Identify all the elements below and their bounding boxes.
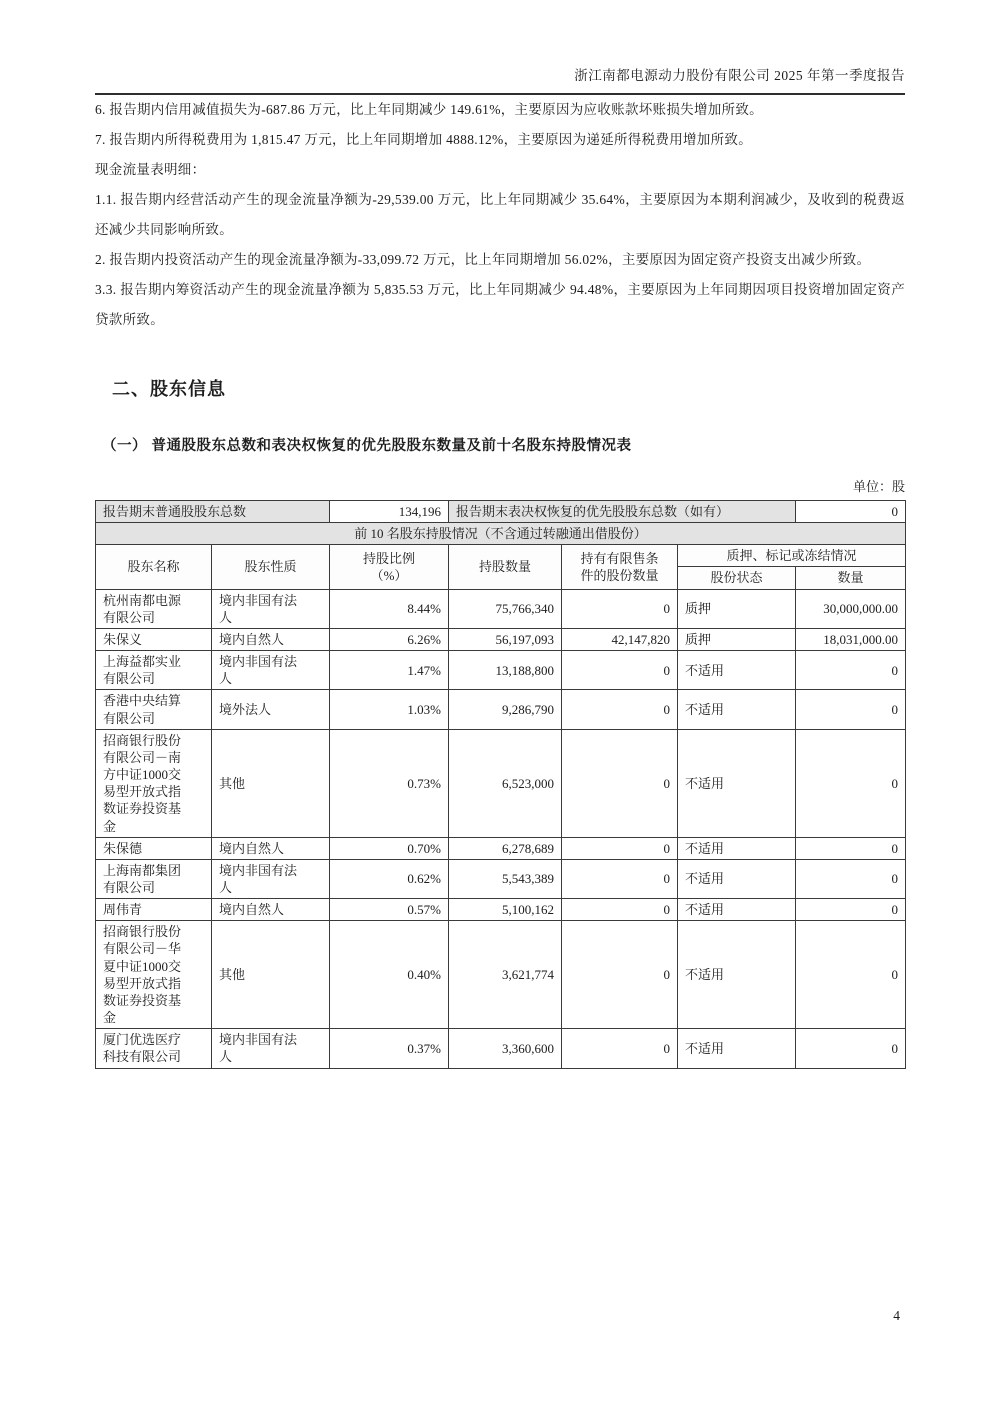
shares-held: 9,286,790 (449, 690, 562, 729)
holding-ratio: 0.40% (330, 921, 449, 1029)
income-tax-note: 7. 报告期内所得税费用为 1,815.47 万元，比上年同期增加 4888.12%，主要原因为递延所得税费用增加所致。 (95, 132, 752, 147)
shares-held: 5,543,389 (449, 859, 562, 898)
shares-held: 3,360,600 (449, 1029, 562, 1068)
col-header-pledge-qty: 数量 (796, 567, 906, 589)
shareholder-table (95, 500, 906, 1069)
shareholder-nature: 其他 (212, 729, 330, 837)
shares-held: 75,766,340 (449, 589, 562, 628)
common-holders-value: 134,196 (330, 501, 449, 523)
pledge-quantity: 0 (796, 651, 906, 690)
col-header-name: 股东名称 (96, 545, 212, 589)
preferred-holders-label: 报告期末表决权恢复的优先股股东总数（如有） (449, 501, 796, 523)
shares-held: 6,278,689 (449, 837, 562, 859)
pledge-status: 不适用 (678, 729, 796, 837)
section-heading-shareholder-info: 二、股东信息 (112, 379, 226, 399)
pledge-status: 不适用 (678, 837, 796, 859)
investing-cashflow-note: 2. 报告期内投资活动产生的现金流量净额为-33,099.72 万元，比上年同期增加 56.02%，主要原因为固定资产投资支出减少所致。 (95, 252, 871, 267)
restricted-shares: 0 (562, 837, 678, 859)
report-header-title: 浙江南都电源动力股份有限公司 2025 年第一季度报告 (95, 0, 905, 95)
holding-ratio: 0.57% (330, 899, 449, 921)
pledge-status: 质押 (678, 628, 796, 650)
cashflow-detail-heading: 现金流量表明细： (95, 162, 206, 177)
col-header-restricted: 持有有限售条件的股份数量 (562, 545, 678, 589)
holding-ratio: 1.03% (330, 690, 449, 729)
table-header-row (96, 545, 906, 567)
holding-ratio: 0.70% (330, 837, 449, 859)
subsection-heading-top10-table: （一） 普通股股东总数和表决权恢复的优先股股东数量及前十名股东持股情况表 (102, 438, 632, 454)
shareholder-nature: 境内非国有法人 (212, 589, 330, 628)
holding-ratio: 0.37% (330, 1029, 449, 1068)
shares-held: 56,197,093 (449, 628, 562, 650)
pledge-status: 不适用 (678, 1029, 796, 1068)
shareholder-nature: 境内自然人 (212, 837, 330, 859)
table-row (96, 690, 906, 729)
table-row (96, 589, 906, 628)
pledge-quantity: 0 (796, 899, 906, 921)
pledge-status: 不适用 (678, 651, 796, 690)
pledge-status: 不适用 (678, 899, 796, 921)
holder-totals-row (96, 501, 906, 523)
unit-label: 单位：股 (852, 479, 905, 494)
shares-held: 6,523,000 (449, 729, 562, 837)
pledge-status: 不适用 (678, 690, 796, 729)
restricted-shares: 0 (562, 651, 678, 690)
table-row (96, 1029, 906, 1068)
holding-ratio: 1.47% (330, 651, 449, 690)
pledge-status: 不适用 (678, 921, 796, 1029)
shareholder-name: 杭州南都电源有限公司 (96, 589, 212, 628)
pledge-quantity: 18,031,000.00 (796, 628, 906, 650)
shareholder-nature: 境内非国有法人 (212, 651, 330, 690)
pledge-quantity: 0 (796, 921, 906, 1029)
shareholder-name: 朱保义 (96, 628, 212, 650)
table-row (96, 837, 906, 859)
pledge-quantity: 0 (796, 729, 906, 837)
restricted-shares: 0 (562, 729, 678, 837)
table-row (96, 628, 906, 650)
restricted-shares: 0 (562, 589, 678, 628)
col-header-nature: 股东性质 (212, 545, 330, 589)
holding-ratio: 8.44% (330, 589, 449, 628)
table-row (96, 899, 906, 921)
shares-held: 5,100,162 (449, 899, 562, 921)
holding-ratio: 0.73% (330, 729, 449, 837)
preferred-holders-value: 0 (796, 501, 906, 523)
shareholder-nature: 境内非国有法人 (212, 1029, 330, 1068)
restricted-shares: 42,147,820 (562, 628, 678, 650)
shareholder-nature: 境外法人 (212, 690, 330, 729)
holding-ratio: 0.62% (330, 859, 449, 898)
shareholder-nature: 境内自然人 (212, 628, 330, 650)
restricted-shares: 0 (562, 1029, 678, 1068)
col-header-ratio: 持股比例（%） (330, 545, 449, 589)
table-row (96, 921, 906, 1029)
shareholder-name: 上海益都实业有限公司 (96, 651, 212, 690)
table-row (96, 859, 906, 898)
top10-banner-row (96, 523, 906, 545)
pledge-status: 不适用 (678, 859, 796, 898)
shareholder-name: 朱保德 (96, 837, 212, 859)
credit-impairment-note: 6. 报告期内信用减值损失为-687.86 万元，比上年同期减少 149.61%，主要原因为应收账款坏账损失增加所致。 (95, 102, 763, 117)
restricted-shares: 0 (562, 690, 678, 729)
shareholder-nature: 其他 (212, 921, 330, 1029)
page-number: 4 (893, 1308, 900, 1323)
pledge-quantity: 0 (796, 1029, 906, 1068)
shareholder-nature: 境内非国有法人 (212, 859, 330, 898)
shareholder-name: 招商银行股份有限公司－南方中证1000交易型开放式指数证券投资基金 (96, 729, 212, 837)
shareholder-name: 厦门优选医疗科技有限公司 (96, 1029, 212, 1068)
top10-banner: 前 10 名股东持股情况（不含通过转融通出借股份） (96, 523, 906, 545)
col-header-pledge-group: 质押、标记或冻结情况 (678, 545, 906, 567)
shareholder-nature: 境内自然人 (212, 899, 330, 921)
pledge-status: 质押 (678, 589, 796, 628)
pledge-quantity: 0 (796, 690, 906, 729)
pledge-quantity: 30,000,000.00 (796, 589, 906, 628)
pledge-quantity: 0 (796, 837, 906, 859)
shares-held: 3,621,774 (449, 921, 562, 1029)
restricted-shares: 0 (562, 921, 678, 1029)
shares-held: 13,188,800 (449, 651, 562, 690)
col-header-shares: 持股数量 (449, 545, 562, 589)
table-row (96, 651, 906, 690)
table-row (96, 729, 906, 837)
pledge-quantity: 0 (796, 859, 906, 898)
common-holders-label: 报告期末普通股股东总数 (96, 501, 330, 523)
shareholder-name: 香港中央结算有限公司 (96, 690, 212, 729)
shareholder-name: 招商银行股份有限公司－华夏中证1000交易型开放式指数证券投资基金 (96, 921, 212, 1029)
restricted-shares: 0 (562, 859, 678, 898)
shareholder-name: 上海南都集团有限公司 (96, 859, 212, 898)
shareholder-name: 周伟青 (96, 899, 212, 921)
restricted-shares: 0 (562, 899, 678, 921)
holding-ratio: 6.26% (330, 628, 449, 650)
col-header-pledge-status: 股份状态 (678, 567, 796, 589)
financing-cashflow-note: 3.3. 报告期内筹资活动产生的现金流量净额为 5,835.53 万元，比上年同期减少 94.48%，主要原因为上年同期因项目投资增加固定资产贷款所致。 (95, 282, 905, 327)
operating-cashflow-note: 1.1. 报告期内经营活动产生的现金流量净额为-29,539.00 万元，比上年同期减少 35.64%，主要原因为本期利润减少，及收到的税费返还减少共同影响所致。 (95, 192, 905, 237)
